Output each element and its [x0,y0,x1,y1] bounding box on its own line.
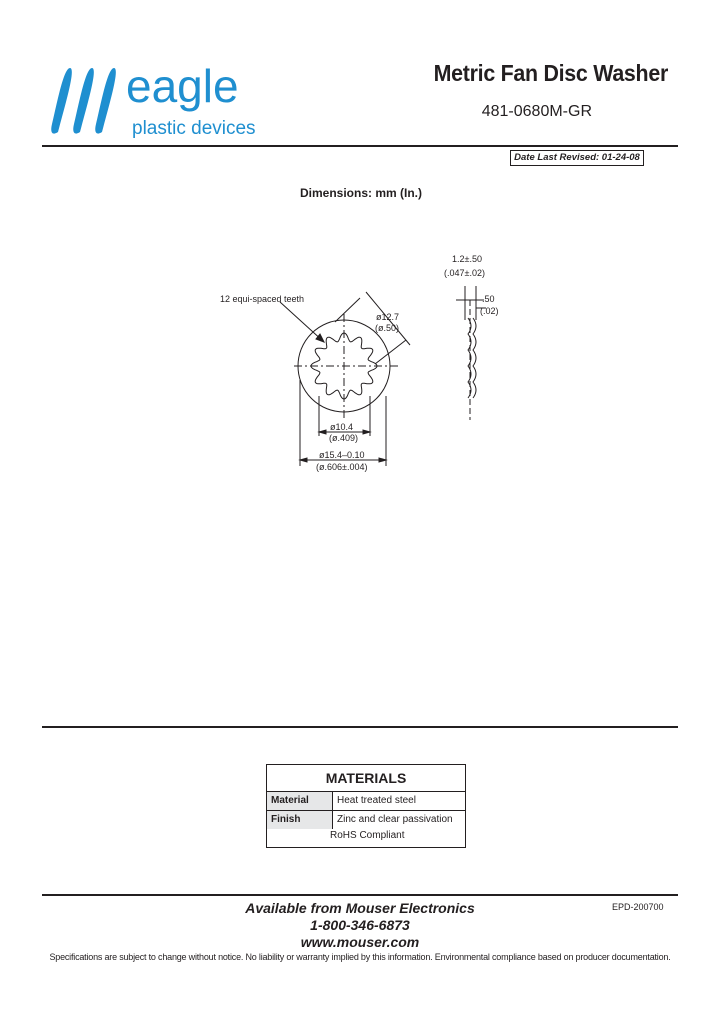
section-rule [42,726,678,728]
span-arrow-right [379,458,386,462]
material-label: Material [267,792,333,810]
material-value: Heat treated steel [337,795,416,806]
thick-in-label: (.047±.02) [444,268,485,278]
mat-mm-label: .50 [482,294,495,304]
span-in-label: (ø.606±.004) [316,462,368,472]
availability-block [180,900,540,951]
finish-value: Zinc and clear passivation [337,814,453,825]
rohs-note: RoHS Compliant [330,830,405,841]
footer-rule [42,894,678,896]
id-in-label: (ø.409) [329,433,359,443]
span-mm-label: ø15.4–0.10 [319,450,365,460]
materials-title: MATERIALS [267,765,465,792]
brand-word: eagle [126,62,239,112]
mat-in-label: (.02) [480,306,499,316]
span-arrow-left [300,458,307,462]
thick-mm-label: 1.2±.50 [452,254,482,264]
id-arrow-left [319,430,326,434]
materials-row [267,811,465,829]
date-revised: Date Last Revised: 01-24-08 [510,150,644,166]
side-view-profile [468,318,476,398]
page-title: Metric Fan Disc Washer [433,60,668,86]
part-number: 481-0680M-GR [481,103,592,120]
od-mm-label: ø12.7 [376,312,400,322]
units-caption: Dimensions: mm (In.) [299,186,422,200]
finish-label: Finish [267,811,333,829]
id-arrow-right [363,430,370,434]
document-number: EPD-200700 [612,902,664,912]
od-ext-2 [375,340,406,364]
teeth-leader [280,302,324,342]
od-ext-1 [335,298,360,322]
od-in-label: (ø.50) [375,323,400,333]
phone-number: 1-800-346-6873 [310,917,410,933]
teeth-label: 12 equi-spaced teeth [220,294,305,304]
brand-sub: plastic devices [132,118,256,139]
disclaimer: Specifications are subject to change without notice. No liability or warranty implied by this information. Environmental compliance based on producer documentation. [49,952,671,962]
website-link[interactable]: www.mouser.com [300,934,420,950]
id-mm-label: ø10.4 [330,422,354,432]
available-from: Available from Mouser Electronics [245,900,475,916]
materials-row [267,792,465,811]
